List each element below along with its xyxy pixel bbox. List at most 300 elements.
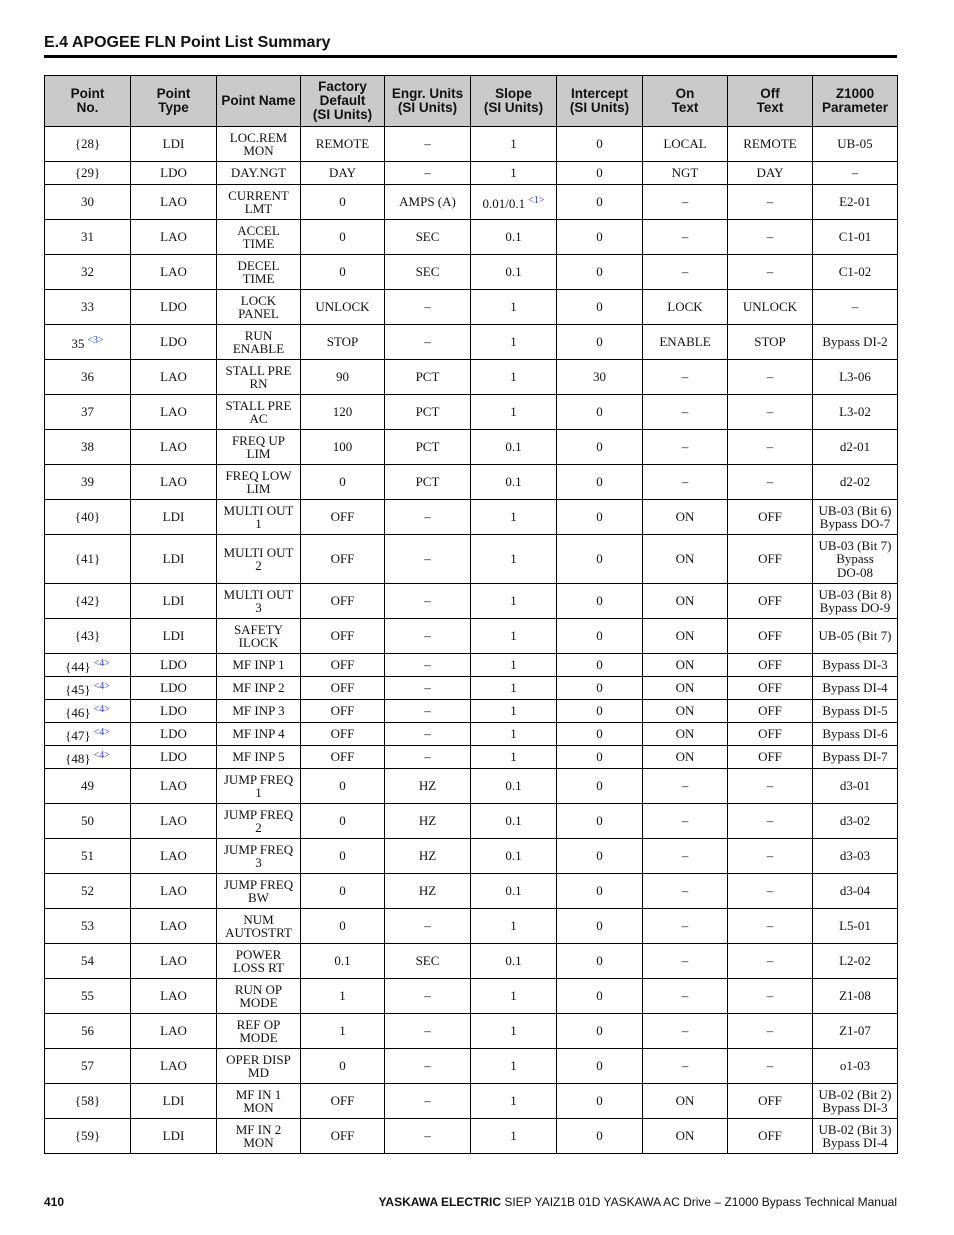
z1000-parameter-cell	[813, 255, 898, 290]
table-row	[45, 430, 898, 465]
slope: 1	[510, 657, 517, 673]
z1000-parameter-line: Bypass DI-7	[822, 749, 888, 765]
intercept-cell	[557, 395, 643, 430]
z1000-parameter-line: L3-02	[839, 404, 871, 420]
point-name-line: JUMP FREQ	[223, 806, 294, 822]
on-text-cell	[643, 255, 728, 290]
slope-cell	[471, 255, 557, 290]
point-type-cell	[131, 395, 217, 430]
header-label-line: Point	[156, 86, 191, 101]
point-type: LAO	[160, 369, 187, 385]
factory-default-cell	[301, 127, 385, 162]
intercept-cell	[557, 769, 643, 804]
point-type: LDO	[160, 703, 187, 719]
header-label-line: (SI Units)	[483, 100, 544, 115]
intercept-cell	[557, 185, 643, 220]
factory-default: REMOTE	[315, 136, 370, 152]
point-no-cell	[45, 1014, 131, 1049]
engr-units: –	[424, 680, 431, 696]
on-text-cell	[643, 979, 728, 1014]
on-text-cell	[643, 654, 728, 677]
point-name-line: LOCK	[240, 292, 277, 308]
on-text-cell	[643, 944, 728, 979]
engr-units-cell	[385, 395, 471, 430]
off-text-cell	[728, 654, 813, 677]
col-header-factory-default	[301, 76, 385, 127]
off-text: –	[766, 229, 774, 245]
point-name-cell	[217, 619, 301, 654]
col-header-point-no	[45, 76, 131, 127]
z1000-parameter-line: d2-02	[839, 474, 871, 490]
point-name-line: LOC.REM	[229, 129, 288, 145]
header-label-line: Engr. Units	[391, 86, 464, 101]
on-text-cell	[643, 804, 728, 839]
point-no-cell	[45, 127, 131, 162]
z1000-parameter-cell	[813, 220, 898, 255]
z1000-parameter-cell	[813, 944, 898, 979]
point-name-line: DECEL	[237, 257, 280, 273]
point-name-line: STALL PRE	[225, 362, 292, 378]
point-name-line: 1	[255, 516, 262, 531]
point-name-line: 2	[255, 558, 262, 573]
off-text: UNLOCK	[742, 299, 798, 315]
off-text-cell	[728, 944, 813, 979]
off-text-cell	[728, 1084, 813, 1119]
point-no-cell	[45, 654, 131, 677]
point-no-cell	[45, 839, 131, 874]
slope: 1	[510, 628, 517, 644]
point-name-cell	[217, 1084, 301, 1119]
off-text: OFF	[758, 1093, 782, 1109]
point-name-cell	[217, 395, 301, 430]
off-text-cell	[728, 804, 813, 839]
slope: 1	[510, 136, 517, 152]
point-name-line: SAFETY	[233, 621, 284, 637]
intercept: 0	[596, 883, 603, 899]
table-row	[45, 360, 898, 395]
header-label-line: Intercept	[570, 86, 628, 101]
point-no: 51	[81, 848, 94, 864]
point-name-cell	[217, 360, 301, 395]
footnote-ref: <4>	[93, 703, 110, 715]
off-text-cell	[728, 746, 813, 769]
z1000-parameter-line: L2-02	[839, 953, 871, 969]
point-type-cell	[131, 162, 217, 185]
engr-units: PCT	[415, 439, 440, 455]
point-no: {58}	[74, 1093, 101, 1109]
on-text: –	[681, 474, 689, 490]
slope-cell	[471, 325, 557, 360]
off-text-cell	[728, 677, 813, 700]
factory-default-cell	[301, 535, 385, 584]
table-row	[45, 395, 898, 430]
point-type: LAO	[160, 1023, 187, 1039]
off-text: OFF	[758, 1128, 782, 1144]
on-text-cell	[643, 909, 728, 944]
point-type: LAO	[160, 1058, 187, 1074]
z1000-parameter-cell	[813, 500, 898, 535]
col-header-engr-units	[385, 76, 471, 127]
slope: 0.1	[505, 848, 522, 864]
point-no: 52	[81, 883, 94, 899]
z1000-parameter-line: Bypass DO-7	[819, 516, 891, 531]
on-text: NGT	[671, 165, 699, 181]
col-header-slope	[471, 76, 557, 127]
point-name-line: MD	[248, 1065, 269, 1080]
point-name-line: FREQ UP	[231, 432, 286, 448]
factory-default-cell	[301, 839, 385, 874]
point-type: LAO	[160, 988, 187, 1004]
intercept-cell	[557, 804, 643, 839]
on-text-cell	[643, 746, 728, 769]
intercept: 30	[593, 369, 606, 385]
factory-default-cell	[301, 746, 385, 769]
slope: 1	[510, 918, 517, 934]
col-header-point-type	[131, 76, 217, 127]
intercept-cell	[557, 535, 643, 584]
point-type: LDI	[162, 1093, 185, 1109]
factory-default-cell	[301, 723, 385, 746]
slope-cell	[471, 1084, 557, 1119]
z1000-parameter-line: –	[851, 165, 859, 181]
factory-default: OFF	[330, 593, 355, 609]
point-type: LDI	[162, 509, 185, 525]
on-text: –	[681, 439, 689, 455]
slope: 0.1	[505, 778, 522, 794]
on-text: ON	[675, 1128, 695, 1144]
slope-cell	[471, 1014, 557, 1049]
point-name-cell	[217, 290, 301, 325]
on-text-cell	[643, 839, 728, 874]
off-text-cell	[728, 1014, 813, 1049]
engr-units-cell	[385, 1049, 471, 1084]
on-text: ON	[675, 593, 695, 609]
factory-default: 0	[339, 264, 346, 280]
table-row	[45, 804, 898, 839]
engr-units: –	[424, 334, 431, 350]
factory-default: 120	[332, 404, 353, 420]
factory-default-cell	[301, 677, 385, 700]
engr-units-cell	[385, 909, 471, 944]
on-text-cell	[643, 185, 728, 220]
table-row	[45, 584, 898, 619]
intercept-cell	[557, 360, 643, 395]
point-name-line: REF OP	[236, 1016, 281, 1032]
point-no-cell	[45, 746, 131, 769]
header-label-line: (SI Units)	[397, 100, 458, 115]
point-type: LAO	[160, 813, 187, 829]
slope: 1	[510, 404, 517, 420]
point-no: {43}	[74, 628, 101, 644]
slope: 0.1	[505, 953, 522, 969]
engr-units-cell	[385, 535, 471, 584]
point-type-cell	[131, 944, 217, 979]
intercept: 0	[596, 593, 603, 609]
slope: 1	[510, 551, 517, 567]
off-text-cell	[728, 360, 813, 395]
point-name-cell	[217, 839, 301, 874]
table-row	[45, 325, 898, 360]
engr-units: SEC	[415, 264, 440, 280]
point-type: LAO	[160, 439, 187, 455]
intercept: 0	[596, 988, 603, 1004]
factory-default: 0	[339, 474, 346, 490]
point-no-cell	[45, 325, 131, 360]
point-type: LAO	[160, 474, 187, 490]
point-no: {48}	[65, 750, 91, 766]
header-label-line: (SI Units)	[569, 100, 630, 115]
engr-units: –	[424, 628, 431, 644]
slope: 1	[510, 334, 517, 350]
engr-units-cell	[385, 255, 471, 290]
point-no: 53	[81, 918, 94, 934]
z1000-parameter-cell	[813, 325, 898, 360]
off-text-cell	[728, 430, 813, 465]
point-no-cell	[45, 185, 131, 220]
intercept-cell	[557, 162, 643, 185]
engr-units-cell	[385, 746, 471, 769]
point-no-cell	[45, 874, 131, 909]
point-no: 32	[81, 264, 94, 280]
point-no: 50	[81, 813, 94, 829]
on-text-cell	[643, 769, 728, 804]
z1000-parameter-cell	[813, 874, 898, 909]
on-text: ON	[675, 551, 695, 567]
factory-default: OFF	[330, 628, 355, 644]
table-header-row	[45, 76, 898, 127]
slope-cell	[471, 1119, 557, 1154]
factory-default: 1	[339, 988, 346, 1004]
off-text: OFF	[758, 726, 782, 742]
point-type-cell	[131, 804, 217, 839]
slope-cell	[471, 535, 557, 584]
z1000-parameter-line: Z1-07	[839, 1023, 871, 1039]
on-text-cell	[643, 584, 728, 619]
off-text-cell	[728, 290, 813, 325]
off-text: OFF	[758, 703, 782, 719]
col-header-intercept	[557, 76, 643, 127]
z1000-parameter-line: L5-01	[839, 918, 871, 934]
off-text-cell	[728, 220, 813, 255]
point-no-cell	[45, 769, 131, 804]
point-type: LDI	[162, 1128, 185, 1144]
point-name-cell	[217, 979, 301, 1014]
z1000-parameter-cell	[813, 395, 898, 430]
intercept: 0	[596, 165, 603, 181]
engr-units: HZ	[418, 813, 437, 829]
point-name-line: PANEL	[238, 306, 279, 321]
on-text: –	[681, 1023, 689, 1039]
z1000-parameter-cell	[813, 127, 898, 162]
factory-default-cell	[301, 465, 385, 500]
intercept: 0	[596, 404, 603, 420]
point-name-cell	[217, 584, 301, 619]
point-name-line: 3	[255, 855, 262, 870]
header-label-line: Text	[671, 100, 699, 115]
footer-brand: YASKAWA ELECTRIC	[378, 1195, 501, 1209]
point-type: LDI	[162, 593, 185, 609]
factory-default-cell	[301, 162, 385, 185]
z1000-parameter-cell	[813, 654, 898, 677]
engr-units-cell	[385, 127, 471, 162]
engr-units-cell	[385, 677, 471, 700]
point-name-line: BW	[248, 890, 269, 905]
slope-cell	[471, 874, 557, 909]
point-no-cell	[45, 677, 131, 700]
z1000-parameter-cell	[813, 769, 898, 804]
slope-cell	[471, 619, 557, 654]
intercept: 0	[596, 657, 603, 673]
slope: 1	[510, 749, 517, 765]
z1000-parameter-line: C1-01	[838, 229, 872, 245]
intercept: 0	[596, 749, 603, 765]
point-name-line: LIM	[246, 446, 271, 461]
table-row	[45, 654, 898, 677]
header-label-line: Text	[756, 100, 784, 115]
engr-units: –	[424, 165, 431, 181]
factory-default: 0	[339, 778, 346, 794]
point-name-line: MON	[243, 1135, 274, 1150]
off-text: –	[766, 988, 774, 1004]
on-text: –	[681, 404, 689, 420]
on-text: –	[681, 918, 689, 934]
engr-units-cell	[385, 1119, 471, 1154]
point-name-cell	[217, 325, 301, 360]
off-text: –	[766, 918, 774, 934]
engr-units: –	[424, 551, 431, 567]
point-type: LDI	[162, 136, 185, 152]
on-text-cell	[643, 874, 728, 909]
engr-units: –	[424, 1023, 431, 1039]
table-row	[45, 619, 898, 654]
z1000-parameter-line: d3-02	[839, 813, 871, 829]
on-text: LOCK	[667, 299, 703, 315]
engr-units-cell	[385, 619, 471, 654]
engr-units-cell	[385, 804, 471, 839]
point-no: 55	[81, 988, 94, 1004]
point-type-cell	[131, 874, 217, 909]
on-text: ON	[675, 749, 695, 765]
intercept: 0	[596, 726, 603, 742]
z1000-parameter-cell	[813, 360, 898, 395]
point-name-cell	[217, 185, 301, 220]
factory-default-cell	[301, 804, 385, 839]
z1000-parameter-cell	[813, 804, 898, 839]
point-type-cell	[131, 746, 217, 769]
intercept: 0	[596, 918, 603, 934]
on-text: –	[681, 813, 689, 829]
off-text-cell	[728, 127, 813, 162]
point-name-line: DAY.NGT	[230, 165, 287, 181]
point-type-cell	[131, 290, 217, 325]
intercept: 0	[596, 229, 603, 245]
factory-default: 90	[336, 369, 349, 385]
table-row	[45, 290, 898, 325]
slope-cell	[471, 500, 557, 535]
off-text-cell	[728, 255, 813, 290]
slope-cell	[471, 360, 557, 395]
point-name-cell	[217, 430, 301, 465]
factory-default: OFF	[330, 749, 355, 765]
header-label-line: Factory	[318, 79, 367, 94]
on-text-cell	[643, 500, 728, 535]
point-name-line: MF INP 1	[232, 657, 285, 673]
point-name-line: TIME	[242, 236, 275, 251]
slope-cell	[471, 584, 557, 619]
intercept: 0	[596, 439, 603, 455]
off-text: –	[766, 778, 774, 794]
point-type: LAO	[160, 404, 187, 420]
engr-units-cell	[385, 220, 471, 255]
factory-default: 1	[339, 1023, 346, 1039]
point-name-cell	[217, 909, 301, 944]
table-row	[45, 1119, 898, 1154]
slope-cell	[471, 127, 557, 162]
off-text: OFF	[758, 657, 782, 673]
engr-units-cell	[385, 874, 471, 909]
page-number: 410	[44, 1195, 65, 1209]
point-name-line: MULTI OUT	[223, 586, 294, 602]
table-row	[45, 255, 898, 290]
point-name-line: AC	[249, 411, 268, 426]
footer-text	[379, 1193, 897, 1211]
point-name-cell	[217, 500, 301, 535]
slope: 0.1	[505, 813, 522, 829]
slope: 1	[510, 299, 517, 315]
point-name-line: MULTI OUT	[223, 502, 294, 518]
off-text-cell	[728, 1049, 813, 1084]
point-name-cell	[217, 1014, 301, 1049]
z1000-parameter-line: E2-01	[839, 194, 871, 210]
intercept: 0	[596, 813, 603, 829]
engr-units-cell	[385, 700, 471, 723]
table-row	[45, 909, 898, 944]
z1000-parameter-line: C1-02	[838, 264, 872, 280]
point-name-line: RUN OP	[234, 981, 283, 997]
engr-units: –	[424, 918, 431, 934]
engr-units-cell	[385, 1014, 471, 1049]
intercept-cell	[557, 584, 643, 619]
slope-cell	[471, 804, 557, 839]
point-no: {41}	[74, 551, 101, 567]
table-row	[45, 700, 898, 723]
intercept-cell	[557, 430, 643, 465]
point-no: 36	[81, 369, 94, 385]
point-no: 31	[81, 229, 94, 245]
point-type-cell	[131, 220, 217, 255]
engr-units-cell	[385, 944, 471, 979]
point-type: LAO	[160, 953, 187, 969]
point-no-cell	[45, 465, 131, 500]
factory-default: 0	[339, 813, 346, 829]
point-name-cell	[217, 1119, 301, 1154]
z1000-parameter-line: UB-03 (Bit 6)	[818, 502, 892, 518]
engr-units: –	[424, 593, 431, 609]
z1000-parameter-line: Bypass DI-2	[822, 334, 888, 350]
header-label-line: Type	[158, 100, 189, 115]
col-header-point-name	[217, 76, 301, 127]
z1000-parameter-cell	[813, 723, 898, 746]
point-no: 57	[81, 1058, 94, 1074]
slope-cell	[471, 909, 557, 944]
off-text: DAY	[756, 165, 784, 181]
point-type: LAO	[160, 848, 187, 864]
intercept-cell	[557, 654, 643, 677]
z1000-parameter-line: L3-06	[839, 369, 871, 385]
off-text: –	[766, 1058, 774, 1074]
intercept: 0	[596, 628, 603, 644]
engr-units-cell	[385, 1084, 471, 1119]
